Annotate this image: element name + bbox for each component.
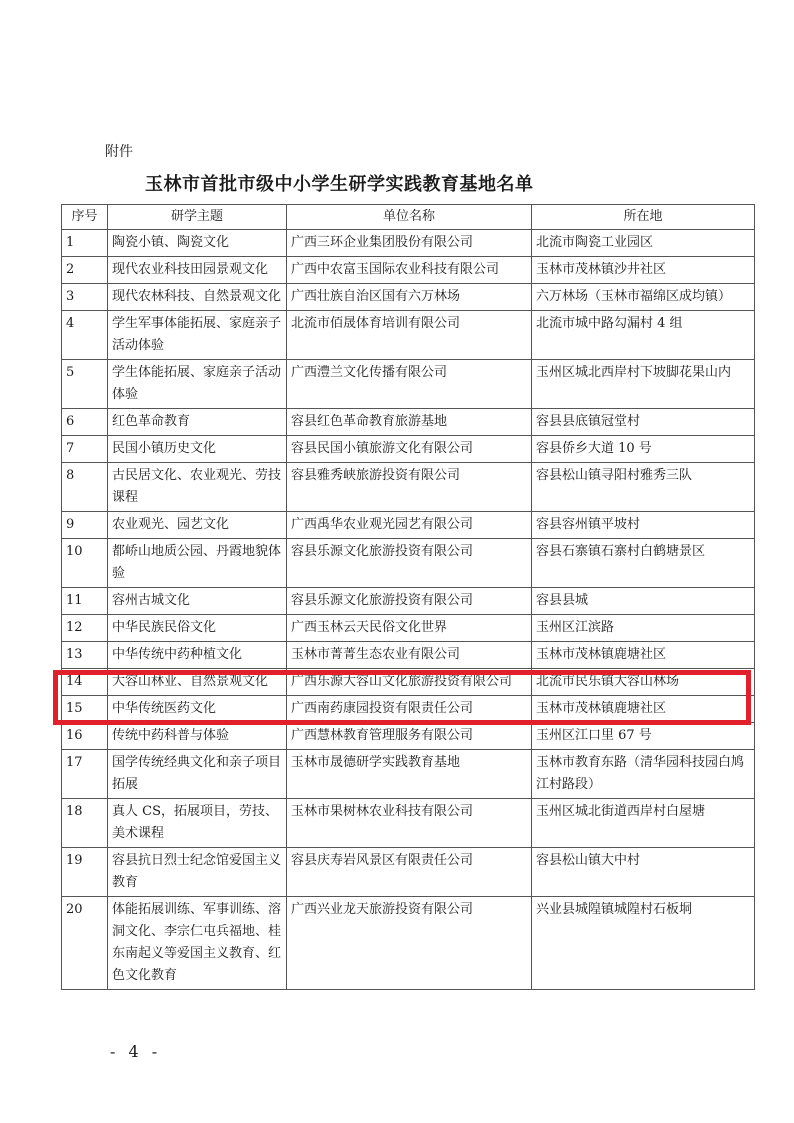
row-unit: 玉林市晟德研学实践教育基地: [287, 750, 532, 799]
row-theme: 体能拓展训练、军事训练、溶洞文化、李宗仁屯兵福地、桂东南起义等爱国主义教育、红色文化教育: [108, 897, 287, 990]
table-row: [62, 409, 755, 436]
table-row: [62, 463, 755, 512]
row-unit: 广西三环企业集团股份有限公司: [287, 230, 532, 257]
row-location: 容县县城: [532, 588, 755, 615]
row-location: 玉州区江口里 67 号: [532, 723, 755, 750]
row-number: 16: [62, 723, 108, 750]
row-theme: 中华传统医药文化: [108, 696, 287, 723]
header-location: 所在地: [532, 205, 755, 230]
row-number: 10: [62, 539, 108, 588]
row-number: 2: [62, 257, 108, 284]
row-theme: 学生军事体能拓展、家庭亲子活动体验: [108, 311, 287, 360]
row-location: 容县松山镇寻阳村雅秀三队: [532, 463, 755, 512]
table-row: [62, 897, 755, 990]
row-theme: 陶瓷小镇、陶瓷文化: [108, 230, 287, 257]
row-location: 北流市陶瓷工业园区: [532, 230, 755, 257]
row-unit: 北流市佰晟体育培训有限公司: [287, 311, 532, 360]
row-unit: 广西澧兰文化传播有限公司: [287, 360, 532, 409]
table-header-row: [62, 205, 755, 230]
table-row: [62, 512, 755, 539]
row-number: 19: [62, 848, 108, 897]
row-unit: 容县民国小镇旅游文化有限公司: [287, 436, 532, 463]
table-row: [62, 257, 755, 284]
row-number: 4: [62, 311, 108, 360]
row-unit: 广西玉林云天民俗文化世界: [287, 615, 532, 642]
row-unit: 容县乐源文化旅游投资有限公司: [287, 588, 532, 615]
table-row: [62, 799, 755, 848]
header-theme: 研学主题: [108, 205, 287, 230]
row-number: 17: [62, 750, 108, 799]
table-row: [62, 230, 755, 257]
table-row: [62, 696, 755, 723]
row-unit: 广西兴业龙天旅游投资有限公司: [287, 897, 532, 990]
table-row: [62, 848, 755, 897]
row-location: 玉林市茂林镇沙井社区: [532, 257, 755, 284]
row-theme: 民国小镇历史文化: [108, 436, 287, 463]
row-number: 3: [62, 284, 108, 311]
row-theme: 古民居文化、农业观光、劳技课程: [108, 463, 287, 512]
base-list-table: [61, 204, 755, 990]
row-location: 容县县底镇冠堂村: [532, 409, 755, 436]
row-number: 14: [62, 669, 108, 696]
row-number: 1: [62, 230, 108, 257]
row-number: 6: [62, 409, 108, 436]
row-unit: 广西南药康园投资有限责任公司: [287, 696, 532, 723]
row-location: 玉州区江滨路: [532, 615, 755, 642]
row-unit: 玉林市菁菁生态农业有限公司: [287, 642, 532, 669]
row-unit: 玉林市果树林农业科技有限公司: [287, 799, 532, 848]
table-row: [62, 360, 755, 409]
row-location: 玉州区城北街道西岸村白屋塘: [532, 799, 755, 848]
row-number: 15: [62, 696, 108, 723]
row-location: 容县松山镇大中村: [532, 848, 755, 897]
row-unit: 容县雅秀峡旅游投资有限公司: [287, 463, 532, 512]
row-theme: 大容山林业、自然景观文化: [108, 669, 287, 696]
table-row: [62, 750, 755, 799]
row-unit: 广西禹华农业观光园艺有限公司: [287, 512, 532, 539]
row-location: 玉林市茂林镇鹿塘社区: [532, 642, 755, 669]
row-theme: 学生体能拓展、家庭亲子活动体验: [108, 360, 287, 409]
header-no: 序号: [62, 205, 108, 230]
row-theme: 中华民族民俗文化: [108, 615, 287, 642]
row-number: 12: [62, 615, 108, 642]
table-row: [62, 436, 755, 463]
row-unit: 广西慧林教育管理服务有限公司: [287, 723, 532, 750]
row-theme: 容州古城文化: [108, 588, 287, 615]
row-location: 容县容州镇平坡村: [532, 512, 755, 539]
table-row: [62, 588, 755, 615]
row-number: 18: [62, 799, 108, 848]
table-body: [62, 230, 755, 990]
row-number: 11: [62, 588, 108, 615]
header-unit: 单位名称: [287, 205, 532, 230]
row-unit: 广西乐源大容山文化旅游投资有限公司: [287, 669, 532, 696]
table-row: [62, 642, 755, 669]
row-theme: 传统中药科普与体验: [108, 723, 287, 750]
row-unit: 广西壮族自治区国有六万林场: [287, 284, 532, 311]
attachment-label: 附件: [105, 144, 133, 160]
row-number: 9: [62, 512, 108, 539]
table-row: [62, 615, 755, 642]
row-number: 7: [62, 436, 108, 463]
document-title: 玉林市首批市级中小学生研学实践教育基地名单: [145, 174, 534, 195]
row-unit: 广西中农富玉国际农业科技有限公司: [287, 257, 532, 284]
row-theme: 容县抗日烈士纪念馆爱国主义教育: [108, 848, 287, 897]
row-location: 六万林场（玉林市福绵区成均镇）: [532, 284, 755, 311]
table-row: [62, 311, 755, 360]
row-theme: 都峤山地质公园、丹霞地貌体验: [108, 539, 287, 588]
row-number: 8: [62, 463, 108, 512]
row-number: 13: [62, 642, 108, 669]
row-location: 玉林市教育东路（清华园科技园白鸠江村路段）: [532, 750, 755, 799]
page-number: - 4 -: [110, 1042, 162, 1061]
table-row: [62, 669, 755, 696]
table-row: [62, 723, 755, 750]
row-location: 兴业县城隍镇城隍村石板垌: [532, 897, 755, 990]
row-location: 北流市民乐镇大容山林场: [532, 669, 755, 696]
row-number: 5: [62, 360, 108, 409]
row-unit: 容县乐源文化旅游投资有限公司: [287, 539, 532, 588]
row-theme: 真人 CS，拓展项目，劳技、美术课程: [108, 799, 287, 848]
row-location: 容县石寨镇石寨村白鹤塘景区: [532, 539, 755, 588]
row-theme: 现代农业科技田园景观文化: [108, 257, 287, 284]
row-number: 20: [62, 897, 108, 990]
row-location: 玉州区城北西岸村下坡脚花果山内: [532, 360, 755, 409]
row-unit: 容县红色革命教育旅游基地: [287, 409, 532, 436]
row-theme: 国学传统经典文化和亲子项目拓展: [108, 750, 287, 799]
row-theme: 现代农林科技、自然景观文化: [108, 284, 287, 311]
row-theme: 农业观光、园艺文化: [108, 512, 287, 539]
table-row: [62, 539, 755, 588]
row-theme: 中华传统中药种植文化: [108, 642, 287, 669]
row-location: 容县侨乡大道 10 号: [532, 436, 755, 463]
row-location: 北流市城中路勾漏村 4 组: [532, 311, 755, 360]
table-row: [62, 284, 755, 311]
row-theme: 红色革命教育: [108, 409, 287, 436]
row-unit: 容县庆寿岩风景区有限责任公司: [287, 848, 532, 897]
row-location: 玉林市茂林镇鹿塘社区: [532, 696, 755, 723]
